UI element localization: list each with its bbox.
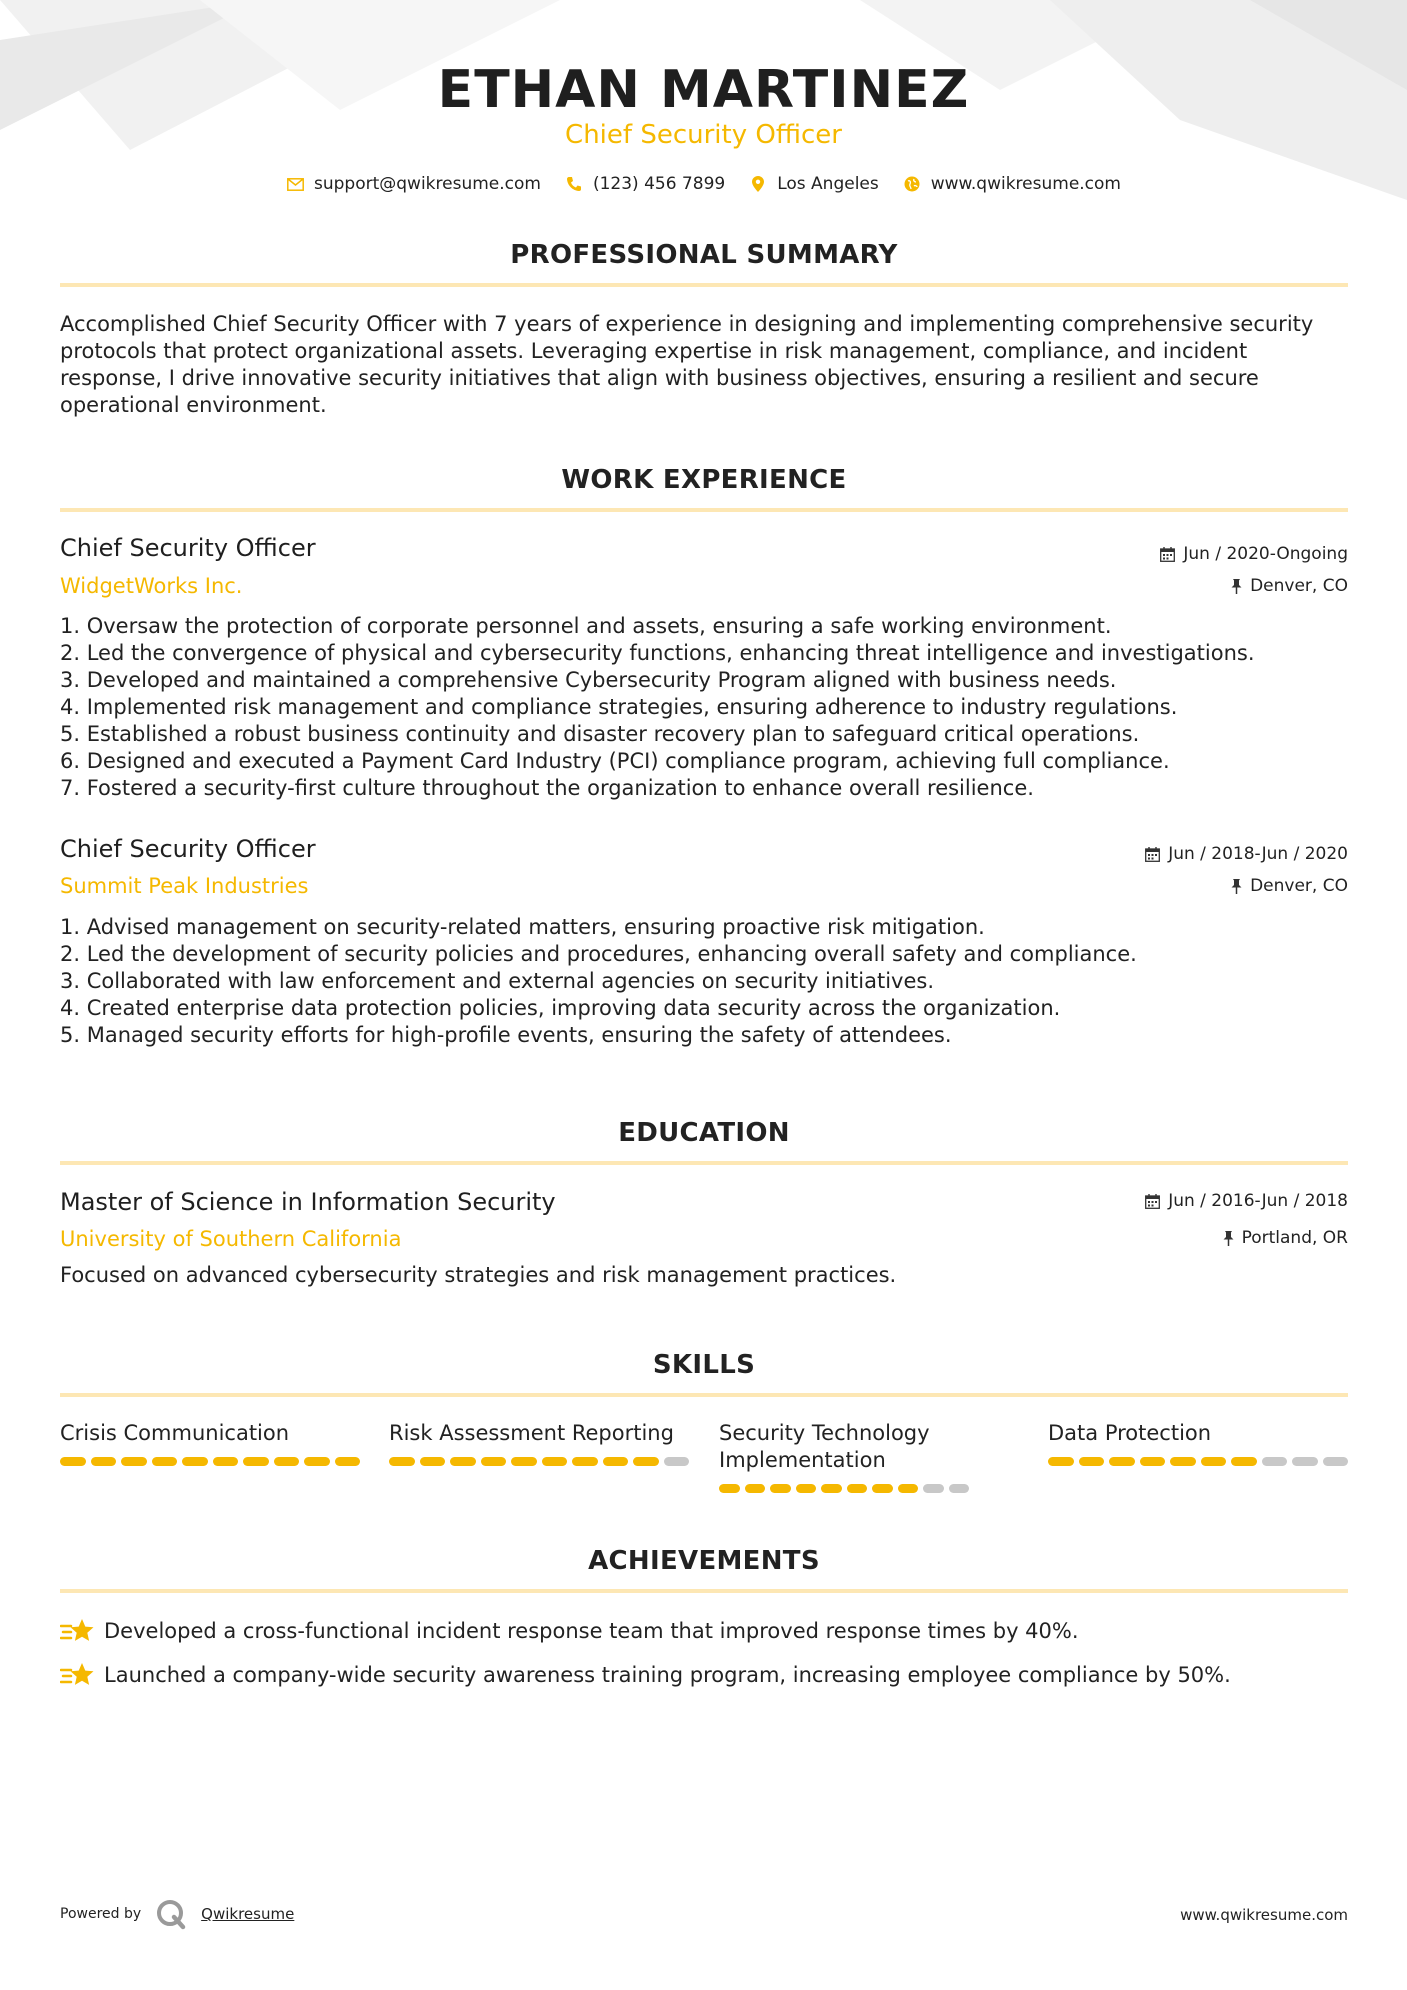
- education-school: University of Southern California: [60, 1227, 402, 1251]
- contact-bar: [0, 172, 1407, 196]
- list-item: 4. Created enterprise data protection policies, improving data security across the organization.: [60, 996, 1061, 1020]
- list-item: 6. Designed and executed a Payment Card Industry (PCI) compliance program, achieving full compliance.: [60, 749, 1170, 773]
- skill-segment-filled: [420, 1457, 446, 1466]
- skill-segment-filled: [898, 1484, 919, 1493]
- education-divider: [60, 1161, 1348, 1165]
- achievement-item: [60, 1661, 1231, 1689]
- job-1-bullets: [60, 613, 1350, 802]
- skill-name: Data Protection: [1048, 1421, 1212, 1445]
- website-text: www.qwikresume.com: [930, 174, 1121, 194]
- map-pin-icon: [749, 175, 767, 193]
- skill-name: Crisis Communication: [60, 1421, 290, 1445]
- summary-divider: [60, 283, 1348, 287]
- skill-security-technology-implementation: [719, 1420, 969, 1493]
- skill-segment-filled: [1140, 1457, 1166, 1466]
- powered-by-label: Powered by: [60, 1906, 142, 1922]
- job-2-location-text: Denver, CO: [1250, 876, 1348, 896]
- contact-website[interactable]: [903, 174, 1121, 194]
- list-item: 5. Established a robust business continuity and disaster recovery plan to safeguard critical operations.: [60, 722, 1140, 746]
- skill-crisis-communication: [60, 1420, 360, 1466]
- education-degree: Master of Science in Information Security: [60, 1188, 556, 1216]
- education-location: [1223, 1227, 1348, 1249]
- phone-text: (123) 456 7899: [592, 174, 726, 194]
- list-item: 5. Managed security efforts for high-profile events, ensuring the safety of attendees.: [60, 1023, 952, 1047]
- skill-segment-filled: [274, 1457, 300, 1466]
- skills-heading: SKILLS: [652, 1350, 756, 1380]
- skill-segment-filled: [719, 1484, 740, 1493]
- shooting-star-icon: [60, 1618, 94, 1644]
- skill-segment-filled: [1048, 1457, 1074, 1466]
- skill-segment-filled: [847, 1484, 868, 1493]
- skill-segment-filled: [872, 1484, 893, 1493]
- contact-location: [749, 174, 879, 194]
- achievement-item: [60, 1617, 1079, 1645]
- globe-icon: [903, 175, 921, 193]
- skill-segment-empty: [949, 1484, 970, 1493]
- skill-rating-bar: [719, 1484, 969, 1493]
- job-2-dates-text: Jun / 2018-Jun / 2020: [1168, 844, 1348, 864]
- skill-risk-assessment-reporting: [389, 1420, 689, 1466]
- skill-segment-empty: [1292, 1457, 1318, 1466]
- footer-website[interactable]: www.qwikresume.com: [1180, 1906, 1348, 1924]
- skill-segment-filled: [770, 1484, 791, 1493]
- skill-rating-bar: [60, 1457, 360, 1466]
- qwikresume-logo-icon: [155, 1898, 187, 1930]
- calendar-icon: [1145, 1194, 1160, 1209]
- list-item: 1. Oversaw the protection of corporate personnel and assets, ensuring a safe working environment.: [60, 614, 1112, 638]
- job-1-company: WidgetWorks Inc.: [60, 574, 243, 598]
- job-1-location: [1231, 575, 1348, 597]
- candidate-role: Chief Security Officer: [565, 120, 842, 150]
- skill-segment-filled: [182, 1457, 208, 1466]
- skill-segment-filled: [243, 1457, 269, 1466]
- email-text: support@qwikresume.com: [314, 174, 541, 194]
- skill-segment-filled: [796, 1484, 817, 1493]
- shooting-star-icon: [60, 1662, 94, 1688]
- experience-heading: WORK EXPERIENCE: [561, 465, 847, 495]
- skill-segment-filled: [1231, 1457, 1257, 1466]
- phone-icon: [565, 175, 583, 193]
- job-2-bullets: [60, 914, 1350, 1049]
- footer-powered-by: [60, 1898, 294, 1930]
- education-dates: [1145, 1190, 1348, 1212]
- achievements-divider: [60, 1589, 1348, 1593]
- skill-segment-filled: [91, 1457, 117, 1466]
- skill-segment-filled: [152, 1457, 178, 1466]
- skill-segment-filled: [603, 1457, 629, 1466]
- education-location-text: Portland, OR: [1241, 1228, 1348, 1248]
- skill-segment-filled: [60, 1457, 86, 1466]
- achievement-text: Developed a cross-functional incident response team that improved response times by 40%.: [104, 1619, 1079, 1643]
- skill-segment-filled: [542, 1457, 568, 1466]
- list-item: 2. Led the convergence of physical and cybersecurity functions, enhancing threat intelligence and investigations.: [60, 641, 1255, 665]
- achievements-heading: ACHIEVEMENTS: [588, 1546, 820, 1576]
- skill-rating-bar: [1048, 1457, 1348, 1466]
- skill-rating-bar: [389, 1457, 689, 1466]
- skill-segment-filled: [633, 1457, 659, 1466]
- job-2-company: Summit Peak Industries: [60, 874, 309, 898]
- skill-name: Risk Assessment Reporting: [389, 1421, 674, 1445]
- list-item: 7. Fostered a security-first culture throughout the organization to enhance overall resilience.: [60, 776, 1034, 800]
- list-item: 3. Collaborated with law enforcement and external agencies on security initiatives.: [60, 969, 935, 993]
- contact-email[interactable]: [286, 174, 541, 194]
- skill-segment-empty: [923, 1484, 944, 1493]
- pushpin-icon: [1231, 579, 1242, 594]
- pushpin-icon: [1231, 879, 1242, 894]
- candidate-name: ETHAN MARTINEZ: [437, 60, 970, 120]
- job-2-dates: [1145, 843, 1348, 865]
- skills-divider: [60, 1393, 1348, 1397]
- skill-segment-filled: [1201, 1457, 1227, 1466]
- contact-phone[interactable]: [565, 174, 725, 194]
- list-item: 2. Led the development of security policies and procedures, enhancing overall safety and compliance.: [60, 942, 1137, 966]
- list-item: 3. Developed and maintained a comprehensive Cybersecurity Program aligned with business needs.: [60, 668, 1117, 692]
- job-2-location: [1231, 875, 1348, 897]
- job-1-title: Chief Security Officer: [60, 534, 316, 562]
- calendar-icon: [1145, 847, 1160, 862]
- skill-segment-filled: [481, 1457, 507, 1466]
- list-item: 1. Advised management on security-related matters, ensuring proactive risk mitigation.: [60, 915, 985, 939]
- education-description: Focused on advanced cybersecurity strategies and risk management practices.: [60, 1263, 897, 1287]
- qwikresume-link[interactable]: Qwikresume: [201, 1905, 295, 1923]
- skill-data-protection: [1048, 1420, 1348, 1466]
- skill-segment-empty: [664, 1457, 690, 1466]
- skill-segment-filled: [1170, 1457, 1196, 1466]
- job-1-dates: [1160, 543, 1348, 565]
- achievement-text: Launched a company-wide security awareness training program, increasing employee compliance by 50%.: [104, 1663, 1231, 1687]
- summary-text: Accomplished Chief Security Officer with 7 years of experience in designing and implementing comprehensive security protocols that protect organizational assets. Leveraging expertise in risk management, compliance, and incident response, I drive innovative security initiatives that align with business objectives, ensuring a resilient and secure operational environment.: [60, 312, 1314, 417]
- skill-segment-filled: [121, 1457, 147, 1466]
- education-dates-text: Jun / 2016-Jun / 2018: [1168, 1191, 1348, 1211]
- skill-segment-filled: [821, 1484, 842, 1493]
- skill-segment-filled: [511, 1457, 537, 1466]
- skill-segment-filled: [335, 1457, 361, 1466]
- skill-segment-empty: [1323, 1457, 1349, 1466]
- envelope-icon: [286, 175, 304, 193]
- job-1-location-text: Denver, CO: [1250, 576, 1348, 596]
- skill-segment-filled: [1109, 1457, 1135, 1466]
- list-item: 4. Implemented risk management and compliance strategies, ensuring adherence to industry regulations.: [60, 695, 1178, 719]
- skill-segment-filled: [572, 1457, 598, 1466]
- job-2-title: Chief Security Officer: [60, 835, 316, 863]
- education-heading: EDUCATION: [618, 1118, 790, 1148]
- skill-name: Security Technology Implementation: [719, 1421, 930, 1472]
- pushpin-icon: [1223, 1231, 1234, 1246]
- skill-segment-empty: [1262, 1457, 1288, 1466]
- skill-segment-filled: [389, 1457, 415, 1466]
- skill-segment-filled: [1079, 1457, 1105, 1466]
- location-text: Los Angeles: [777, 174, 879, 194]
- summary-heading: PROFESSIONAL SUMMARY: [510, 240, 898, 270]
- skill-segment-filled: [213, 1457, 239, 1466]
- skill-segment-filled: [745, 1484, 766, 1493]
- skill-segment-filled: [304, 1457, 330, 1466]
- calendar-icon: [1160, 547, 1175, 562]
- skill-segment-filled: [450, 1457, 476, 1466]
- job-1-dates-text: Jun / 2020-Ongoing: [1183, 544, 1348, 564]
- experience-divider: [60, 508, 1348, 512]
